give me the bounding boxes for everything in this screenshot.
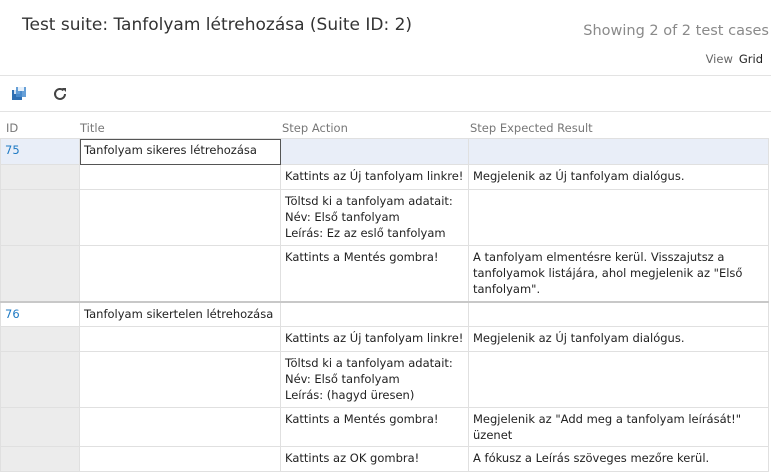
test-case-id-cell bbox=[1, 139, 80, 165]
page-header bbox=[0, 0, 771, 76]
step-row[interactable] bbox=[1, 190, 769, 246]
step-id-cell bbox=[1, 352, 80, 408]
step-result-cell[interactable] bbox=[469, 302, 769, 327]
step-row[interactable] bbox=[1, 447, 769, 472]
test-case-id-link[interactable]: 76 bbox=[5, 306, 20, 321]
view-label: View bbox=[705, 52, 733, 66]
save-icon[interactable] bbox=[11, 86, 27, 102]
step-title-cell bbox=[80, 190, 281, 246]
step-action-cell[interactable]: Kattints az Új tanfolyam linkre! bbox=[281, 165, 469, 190]
test-case-row[interactable] bbox=[1, 139, 769, 165]
step-row[interactable] bbox=[1, 246, 769, 302]
step-id-cell bbox=[1, 246, 80, 302]
step-row[interactable] bbox=[1, 327, 769, 352]
step-row[interactable] bbox=[1, 408, 769, 447]
refresh-icon[interactable] bbox=[52, 86, 68, 102]
step-action-cell[interactable]: Kattints a Mentés gombra! bbox=[281, 408, 469, 447]
view-mode-grid[interactable]: Grid bbox=[738, 52, 763, 66]
step-action-cell[interactable]: Kattints a Mentés gombra! bbox=[281, 246, 469, 302]
step-title-cell bbox=[80, 408, 281, 447]
step-id-cell bbox=[1, 447, 80, 472]
step-title-cell bbox=[80, 327, 281, 352]
step-result-cell[interactable] bbox=[469, 139, 769, 165]
test-case-id-link[interactable]: 75 bbox=[5, 143, 20, 157]
step-result-cell[interactable]: A tanfolyam elmentésre kerül. Visszajutsz a tanfolyamok listájára, ahol megjelenik az "Első tanfolyam". bbox=[469, 246, 769, 302]
step-title-cell bbox=[80, 165, 281, 190]
test-case-count: Showing 2 of 2 test cases bbox=[583, 23, 769, 39]
step-id-cell bbox=[1, 190, 80, 246]
step-action-cell[interactable]: Kattints az Új tanfolyam linkre! bbox=[281, 327, 469, 352]
step-result-cell[interactable]: Megjelenik az Új tanfolyam dialógus. bbox=[469, 327, 769, 352]
step-action-cell[interactable] bbox=[281, 139, 469, 165]
step-title-cell bbox=[80, 246, 281, 302]
test-case-title-cell[interactable]: Tanfolyam sikertelen létrehozása bbox=[80, 302, 281, 327]
step-action-cell[interactable]: Kattints az OK gombra! bbox=[281, 447, 469, 472]
step-action-cell[interactable] bbox=[281, 302, 469, 327]
test-case-row[interactable] bbox=[1, 302, 769, 327]
step-id-cell bbox=[1, 408, 80, 447]
step-result-cell[interactable]: A fókusz a Leírás szöveges mezőre kerül. bbox=[469, 447, 769, 472]
step-id-cell bbox=[1, 327, 80, 352]
test-case-id-cell bbox=[1, 302, 80, 327]
step-action-cell[interactable]: Töltsd ki a tanfolyam adatait: Név: Első tanfolyam Leírás: (hagyd üresen) bbox=[281, 352, 469, 408]
step-row[interactable] bbox=[1, 165, 769, 190]
column-header-id[interactable]: ID bbox=[6, 121, 19, 135]
column-header-step-action[interactable]: Step Action bbox=[282, 121, 348, 135]
column-header-step-expected[interactable]: Step Expected Result bbox=[470, 121, 593, 135]
step-result-cell[interactable] bbox=[469, 190, 769, 246]
step-row[interactable] bbox=[1, 352, 769, 408]
step-title-cell bbox=[80, 352, 281, 408]
page-title: Test suite: Tanfolyam létrehozása (Suite ID: 2) bbox=[22, 15, 413, 35]
step-result-cell[interactable]: Megjelenik az Új tanfolyam dialógus. bbox=[469, 165, 769, 190]
step-title-cell bbox=[80, 447, 281, 472]
column-header-title[interactable]: Title bbox=[80, 121, 105, 135]
step-result-cell[interactable]: Megjelenik az "Add meg a tanfolyam leírását!" üzenet bbox=[469, 408, 769, 447]
test-case-title-cell[interactable]: Tanfolyam sikeres létrehozása bbox=[80, 139, 281, 165]
step-action-cell[interactable]: Töltsd ki a tanfolyam adatait: Név: Első tanfolyam Leírás: Ez az eslő tanfolyam bbox=[281, 190, 469, 246]
step-id-cell bbox=[1, 165, 80, 190]
column-headers bbox=[0, 113, 771, 138]
test-case-grid bbox=[0, 138, 769, 472]
view-switcher bbox=[706, 52, 763, 66]
grid-toolbar bbox=[0, 76, 771, 112]
step-result-cell[interactable] bbox=[469, 352, 769, 408]
